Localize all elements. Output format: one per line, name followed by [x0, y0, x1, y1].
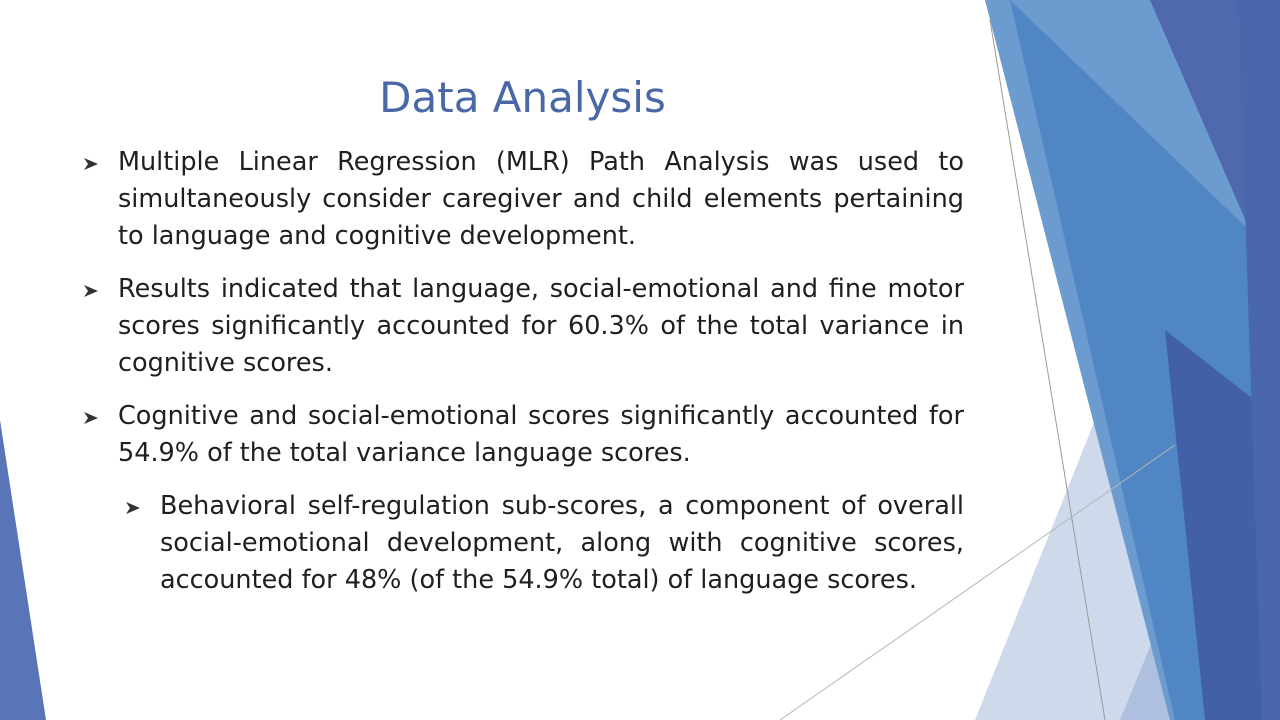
bullet-item: [82, 271, 964, 382]
triangle-arrow-icon: [126, 502, 140, 514]
bullet-item: [82, 398, 964, 472]
bullet-item: [82, 144, 964, 255]
triangle-arrow-icon: [84, 412, 98, 424]
left-edge-wedge: [0, 420, 46, 720]
bullet-list: [82, 144, 964, 615]
sub-bullet-text: Behavioral self-regulation sub-scores, a component of overall social-emotional development, along with cognitive scores, accounted for 48% (of the 54.9% total) of language scores.: [160, 491, 964, 595]
slide-title: Data Analysis: [379, 73, 666, 122]
triangle-arrow-icon: [84, 285, 98, 297]
triangle-arrow-icon: [84, 158, 98, 170]
bullet-text: Results indicated that language, social-emotional and fine motor scores significantly accounted for 60.3% of the total variance in cognitive scores.: [118, 274, 964, 378]
bullet-text: Cognitive and social-emotional scores significantly accounted for 54.9% of the total variance language scores.: [118, 401, 964, 468]
bullet-text: Multiple Linear Regression (MLR) Path Analysis was used to simultaneously consider caregiver and child elements pertaining to language and cognitive development.: [118, 147, 964, 251]
sub-bullet-item: [124, 488, 964, 599]
